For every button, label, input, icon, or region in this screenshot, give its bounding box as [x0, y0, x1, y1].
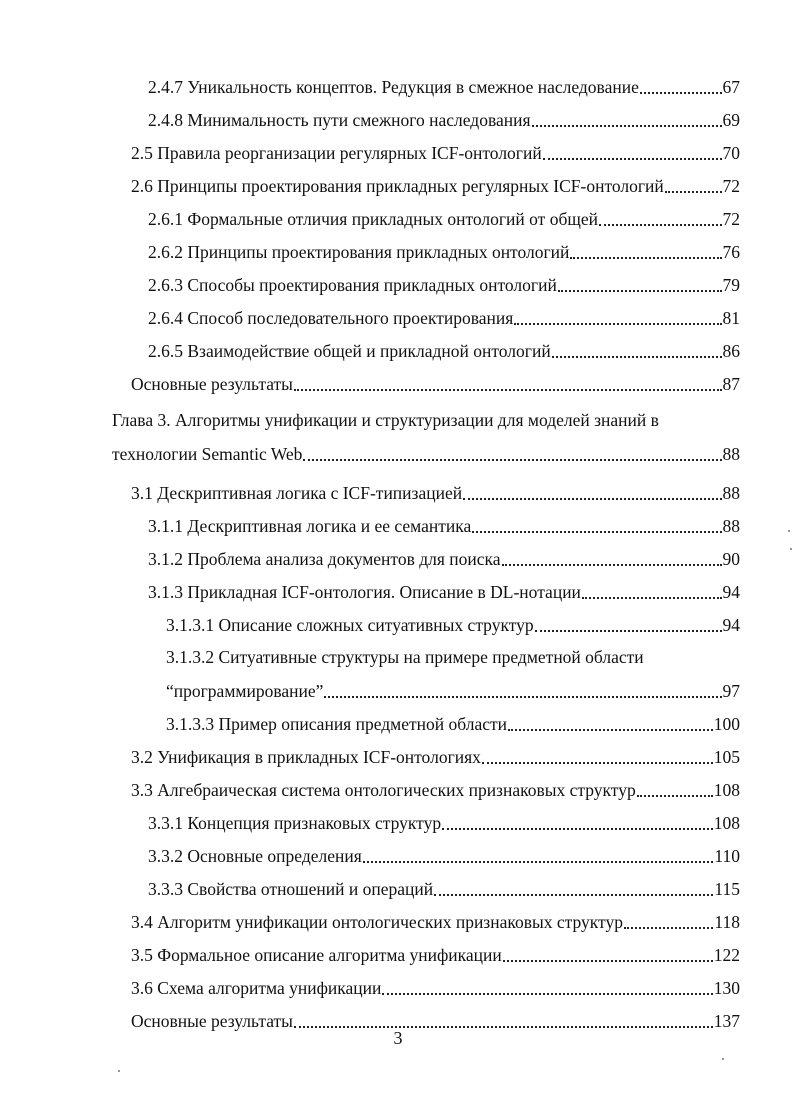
toc-entry-title: 3.6 Схема алгоритма унификации [131, 978, 382, 998]
leader-dots [482, 762, 713, 764]
leader-dots [442, 828, 713, 830]
toc-entry-title: 2.5 Правила реорганизации регулярных ICF-онтологий [131, 143, 542, 163]
toc-entry-title: 2.6.1 Формальные отличия прикладных онтологий от общей [148, 209, 598, 229]
toc-entry [148, 843, 740, 867]
toc-entry-page: 72 [722, 176, 740, 196]
toc-entry-title: 3.1.3.3 Пример описания предметной области [166, 714, 508, 734]
toc-entry-title: 3.3.2 Основные определения [148, 846, 362, 866]
toc-entry-page: 94 [722, 582, 740, 602]
leader-dots [503, 960, 713, 962]
toc-entry [131, 975, 740, 999]
toc-entry-page: 76 [722, 242, 740, 262]
toc-entry-title: 2.6.4 Способ последовательного проектирования [148, 308, 514, 328]
toc-entry-page: 137 [713, 1011, 740, 1031]
toc-entry [148, 338, 740, 362]
toc-entry-page: 86 [722, 341, 740, 361]
toc-entry [148, 206, 740, 230]
toc-entry-page: 97 [722, 681, 740, 701]
toc-entry-title: 3.1.1 Дескриптивная логика и ее семантика [148, 516, 472, 536]
leader-dots [472, 531, 721, 533]
toc-entry-page: 122 [713, 945, 740, 965]
toc-entry-chapter [112, 441, 740, 465]
leader-dots [508, 729, 713, 731]
toc-entry [131, 140, 740, 164]
leader-dots [514, 323, 721, 325]
toc-entry-page: 81 [722, 308, 740, 328]
toc-entry-title: “программирование” [166, 681, 324, 701]
toc-entry-title: 2.4.7 Уникальность концептов. Редукция в смежное наследование [148, 77, 639, 97]
toc-entry-page: 69 [722, 110, 740, 130]
leader-dots [637, 795, 713, 797]
toc-entry-title: 2.4.8 Минимальность пути смежного наследования [148, 110, 531, 130]
leader-dots [599, 224, 722, 226]
toc-entry [166, 612, 740, 636]
toc-entry-title: 2.6 Принципы проектирования прикладных регулярных ICF-онтологий [131, 176, 664, 196]
toc-entry [148, 546, 740, 570]
scan-speck [722, 1058, 724, 1060]
leader-dots [558, 290, 722, 292]
toc-entry-page: 110 [714, 846, 740, 866]
toc-entry [131, 173, 740, 197]
toc-entry [131, 909, 740, 933]
toc-entry [166, 711, 740, 735]
toc-entry [148, 305, 740, 329]
toc-entry [131, 777, 740, 801]
toc-entry-page: 70 [722, 143, 740, 163]
toc-entry-page: 90 [722, 549, 740, 569]
toc-entry-title: 2.6.2 Принципы проектирования прикладных онтологий [148, 242, 570, 262]
toc-entry-page: 105 [713, 747, 740, 767]
toc-entry-page: 88 [722, 483, 740, 503]
toc-entry-title: технологии Semantic Web [112, 444, 303, 464]
toc-entry-title: 3.3.1 Концепция признаковых структур [148, 813, 442, 833]
toc-entry-page: 72 [722, 209, 740, 229]
toc-entry-title: 2.6.3 Способы проектирования прикладных онтологий [148, 275, 557, 295]
scan-speck [790, 548, 792, 550]
leader-dots [463, 498, 721, 500]
toc-entry-title: 3.1.2 Проблема анализа документов для поиска [148, 549, 501, 569]
toc-entry-title: Основные результаты [131, 1011, 293, 1031]
toc-entry-page: 88 [722, 444, 740, 464]
toc-entry-title: 2.6.5 Взаимодействие общей и прикладной онтологий [148, 341, 551, 361]
toc-entry-page: 118 [714, 912, 740, 932]
toc-entry [148, 239, 740, 263]
leader-dots [303, 459, 721, 461]
toc-entry-title: 3.5 Формальное описание алгоритма унификации [131, 945, 502, 965]
toc-entry-page: 115 [714, 879, 740, 899]
toc-entry-title: 3.1 Дескриптивная логика с ICF-типизацией [131, 483, 463, 503]
toc-entry [148, 876, 740, 900]
toc-entry [131, 942, 740, 966]
toc-entry-page: 94 [722, 615, 740, 635]
leader-dots [434, 894, 713, 896]
toc-entry-title: Основные результаты [131, 374, 293, 394]
leader-dots [532, 125, 722, 127]
leader-dots [570, 257, 721, 259]
toc-entry-title: 3.3.3 Свойства отношений и операций [148, 879, 434, 899]
leader-dots [552, 356, 722, 358]
toc-entry-page: 100 [713, 714, 740, 734]
leader-dots [640, 92, 722, 94]
toc-entry-page: 87 [722, 374, 740, 394]
toc-entry [148, 810, 740, 834]
toc-entry-title: 3.2 Унификация в прикладных ICF-онтологиях [131, 747, 481, 767]
toc-entry-page: 79 [722, 275, 740, 295]
leader-dots [382, 993, 712, 995]
leader-dots [324, 696, 721, 698]
leader-dots [502, 564, 722, 566]
leader-dots [665, 191, 722, 193]
chapter-title-line: Глава 3. Алгоритмы унификации и структуризации для моделей знаний в [112, 410, 659, 430]
toc-entry-page: 67 [722, 77, 740, 97]
leader-dots [624, 927, 713, 929]
toc-entry-page: 88 [722, 516, 740, 536]
toc-entry [131, 480, 740, 504]
toc-entry-page: 130 [713, 978, 740, 998]
leader-dots [363, 861, 714, 863]
toc-entry [131, 371, 740, 395]
toc-entry-title-line: 3.1.3.2 Ситуативные структуры на примере предметной области [166, 647, 644, 667]
toc-entry [148, 74, 740, 98]
toc-entry-title: 3.1.3.1 Описание сложных ситуативных структур [166, 615, 534, 635]
leader-dots [582, 597, 722, 599]
scan-speck [788, 530, 790, 532]
toc-entry [131, 744, 740, 768]
scan-speck [118, 1070, 120, 1072]
leader-dots [294, 389, 722, 391]
toc-entry-title: 3.4 Алгоритм унификации онтологических признаковых структур [131, 912, 623, 932]
toc-entry-page: 108 [713, 813, 740, 833]
toc-entry-title: 3.1.3 Прикладная ICF-онтология. Описание в DL-нотации [148, 582, 581, 602]
toc-entry-page: 108 [713, 780, 740, 800]
toc-entry [148, 513, 740, 537]
leader-dots [543, 158, 722, 160]
toc-entry [148, 272, 740, 296]
toc-entry [148, 579, 740, 603]
toc-entry [166, 678, 740, 702]
page-number: 3 [393, 1028, 403, 1048]
toc-entry-title: 3.3 Алгебраическая система онтологических признаковых структур [131, 780, 636, 800]
toc-entry [148, 107, 740, 131]
leader-dots [535, 630, 722, 632]
